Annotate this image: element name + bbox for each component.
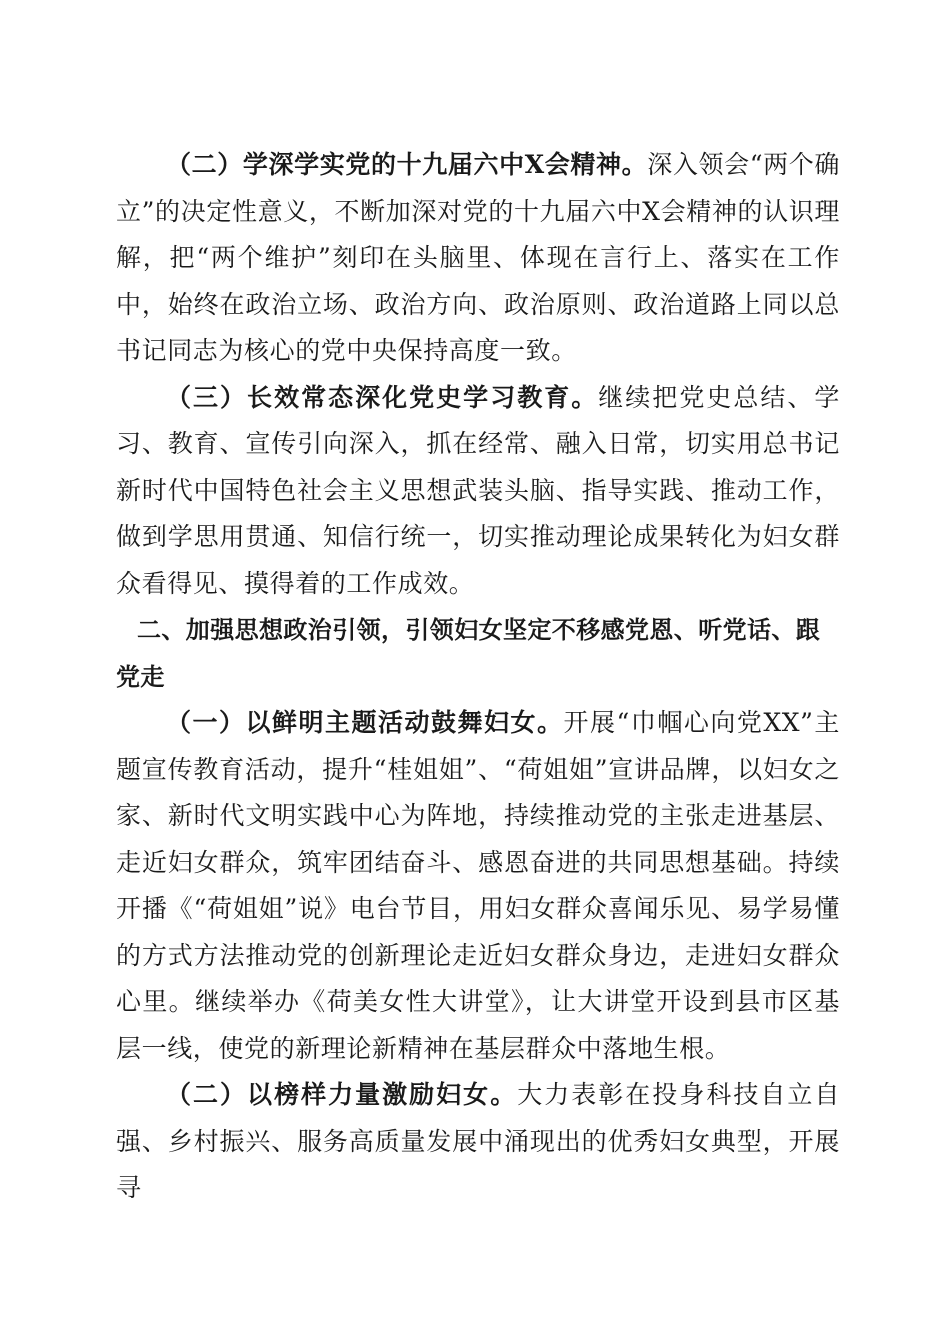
document-body xyxy=(116,142,840,1212)
section-heading: 二、加强思想政治引领，引领妇女坚定不移感党恩、听党话、跟党走 xyxy=(116,616,821,691)
paragraph-text: 深入领会“两个确立”的决定性意义，不断加深对党的十九届六中X会精神的认识理解，把“两个维护”刻印在头脑里、体现在言行上、落实在工作中，始终在政治立场、政治方向、政治原则、政治道路上同以总书记同志为核心的党中央保持高度一致。 xyxy=(116,150,840,365)
paragraph-text: 继续把党史总结、学习、教育、宣传引向深入，抓在经常、融入日常，切实用总书记新时代中国特色社会主义思想武装头脑、指导实践、推动工作，做到学思用贯通、知信行统一，切实推动理论成果转化为妇女群众看得见、摸得着的工作成效。 xyxy=(116,382,840,598)
paragraph-theme-activities xyxy=(116,700,840,1072)
paragraph-study-plenary-spirit xyxy=(116,142,840,375)
paragraph-role-models xyxy=(116,1072,840,1212)
paragraph-text: 开展“巾帼心向党XX”主题宣传教育活动，提升“桂姐姐”、“荷姐姐”宣讲品牌，以妇女之家、新时代文明实践中心为阵地，持续推动党的主张走进基层、走近妇女群众，筑牢团结奋斗、感恩奋进的共同思想基础。持续开播《“荷姐姐”说》电台节目，用妇女群众喜闻乐见、易学易懂的方式方法推动党的创新理论走近妇女群众身边，走进妇女群众心里。继续举办《荷美女性大讲堂》，让大讲堂开设到县市区基层一线，使党的新理论新精神在基层群众中落地生根。 xyxy=(116,708,840,1063)
paragraph-lead: （二）学深学实党的十九届六中X会精神。 xyxy=(166,150,648,179)
paragraph-party-history-education xyxy=(116,375,840,608)
paragraph-lead: （二）以榜样力量激励妇女。 xyxy=(166,1080,518,1109)
paragraph-lead: （三）长效常态深化党史学习教育。 xyxy=(166,382,599,412)
paragraph-text: 大力表彰在投身科技自立自强、乡村振兴、服务高质量发展中涌现出的优秀妇女典型，开展寻 xyxy=(116,1080,840,1202)
paragraph-lead: （一）以鲜明主题活动鼓舞妇女。 xyxy=(166,708,564,737)
